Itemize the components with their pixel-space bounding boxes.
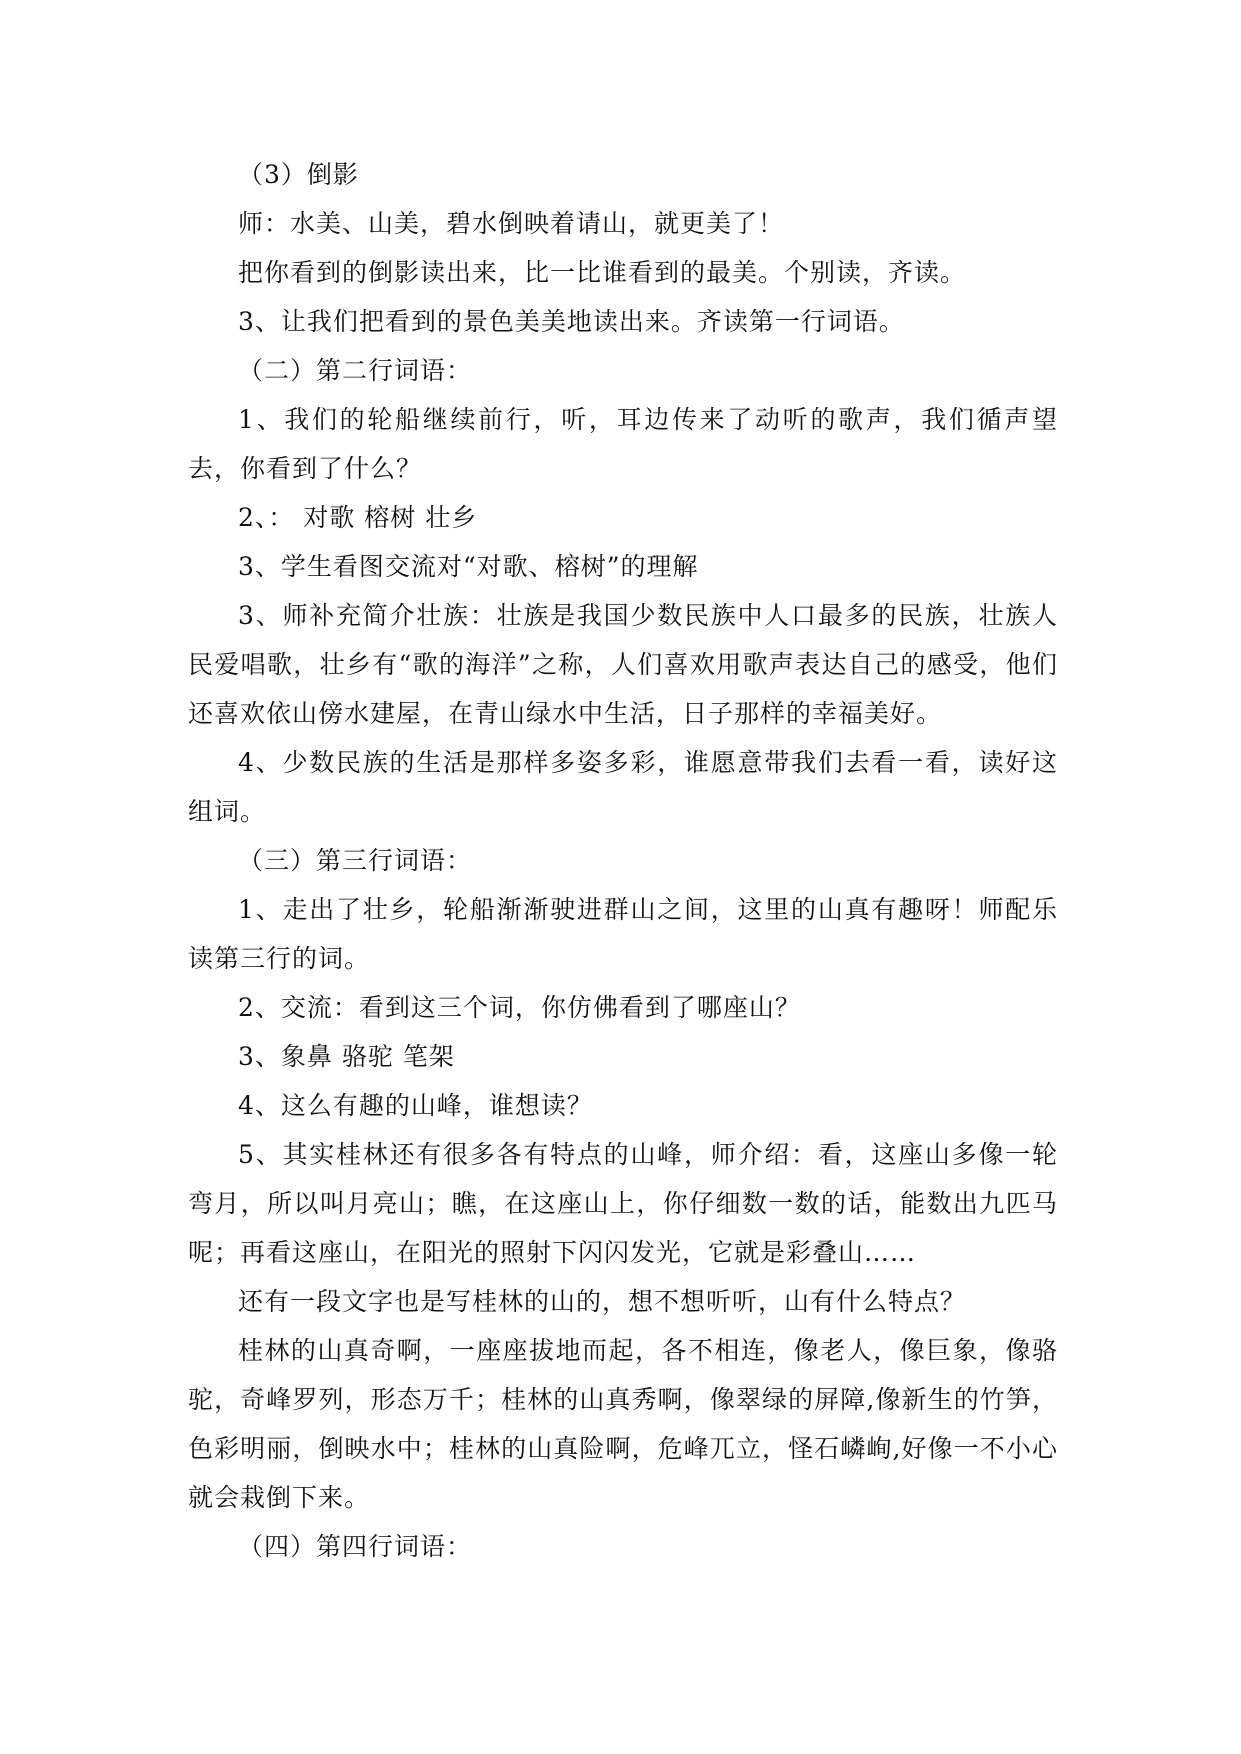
document-body xyxy=(188,150,1058,1571)
section-heading-line-three: （三）第三行词语： xyxy=(238,846,473,875)
paragraph: 把你看到的倒影读出来，比一比谁看到的最美。个别读，齐读。 xyxy=(238,258,967,287)
paragraph: 桂林的山真奇啊，一座座拔地而起，各不相连，像老人，像巨象，像骆驼，奇峰罗列，形态万千；桂林的山真秀啊，像翠绿的屏障,像新生的竹笋，色彩明丽，倒映水中；桂林的山真险啊，危峰兀立，怪石嶙峋,好像一不小心就会栽倒下来。 xyxy=(188,1336,1058,1512)
paragraph: 3、学生看图交流对“对歌、榕树”的理解 xyxy=(238,552,699,581)
section-heading-line-two: （二）第二行词语： xyxy=(238,356,473,385)
subheading-reflection: （3）倒影 xyxy=(238,160,359,189)
paragraph: 5、其实桂林还有很多各有特点的山峰，师介绍：看，这座山多像一轮弯月，所以叫月亮山；瞧，在这座山上，你仔细数一数的话，能数出九匹马呢；再看这座山，在阳光的照射下闪闪发光，它就是彩叠山…… xyxy=(188,1140,1058,1267)
paragraph: 4、少数民族的生活是那样多姿多彩，谁愿意带我们去看一看，读好这组词。 xyxy=(188,748,1058,826)
paragraph: 2、交流：看到这三个词，你仿佛看到了哪座山？ xyxy=(238,993,801,1022)
paragraph: 还有一段文字也是写桂林的山的，想不想听听，山有什么特点？ xyxy=(238,1287,967,1316)
paragraph: 师：水美、山美，碧水倒映着请山，就更美了！ xyxy=(238,209,785,238)
paragraph: 3、师补充简介壮族：壮族是我国少数民族中人口最多的民族，壮族人民爱唱歌，壮乡有“歌的海洋”之称，人们喜欢用歌声表达自己的感受，他们还喜欢依山傍水建屋，在青山绿水中生活，日子那样的幸福美好。 xyxy=(188,601,1058,728)
paragraph: 1、走出了壮乡，轮船渐渐驶进群山之间，这里的山真有趣呀！师配乐读第三行的词。 xyxy=(188,895,1058,973)
section-heading-line-four: （四）第四行词语： xyxy=(238,1532,473,1561)
paragraph: 3、象鼻 骆驼 笔架 xyxy=(238,1042,455,1071)
paragraph: 1、我们的轮船继续前行，听，耳边传来了动听的歌声，我们循声望去，你看到了什么？ xyxy=(188,405,1058,483)
paragraph: 4、这么有趣的山峰，谁想读？ xyxy=(238,1091,593,1120)
paragraph: 3、让我们把看到的景色美美地读出来。齐读第一行词语。 xyxy=(238,307,905,336)
paragraph: 2、： 对歌 榕树 壮乡 xyxy=(238,503,478,532)
